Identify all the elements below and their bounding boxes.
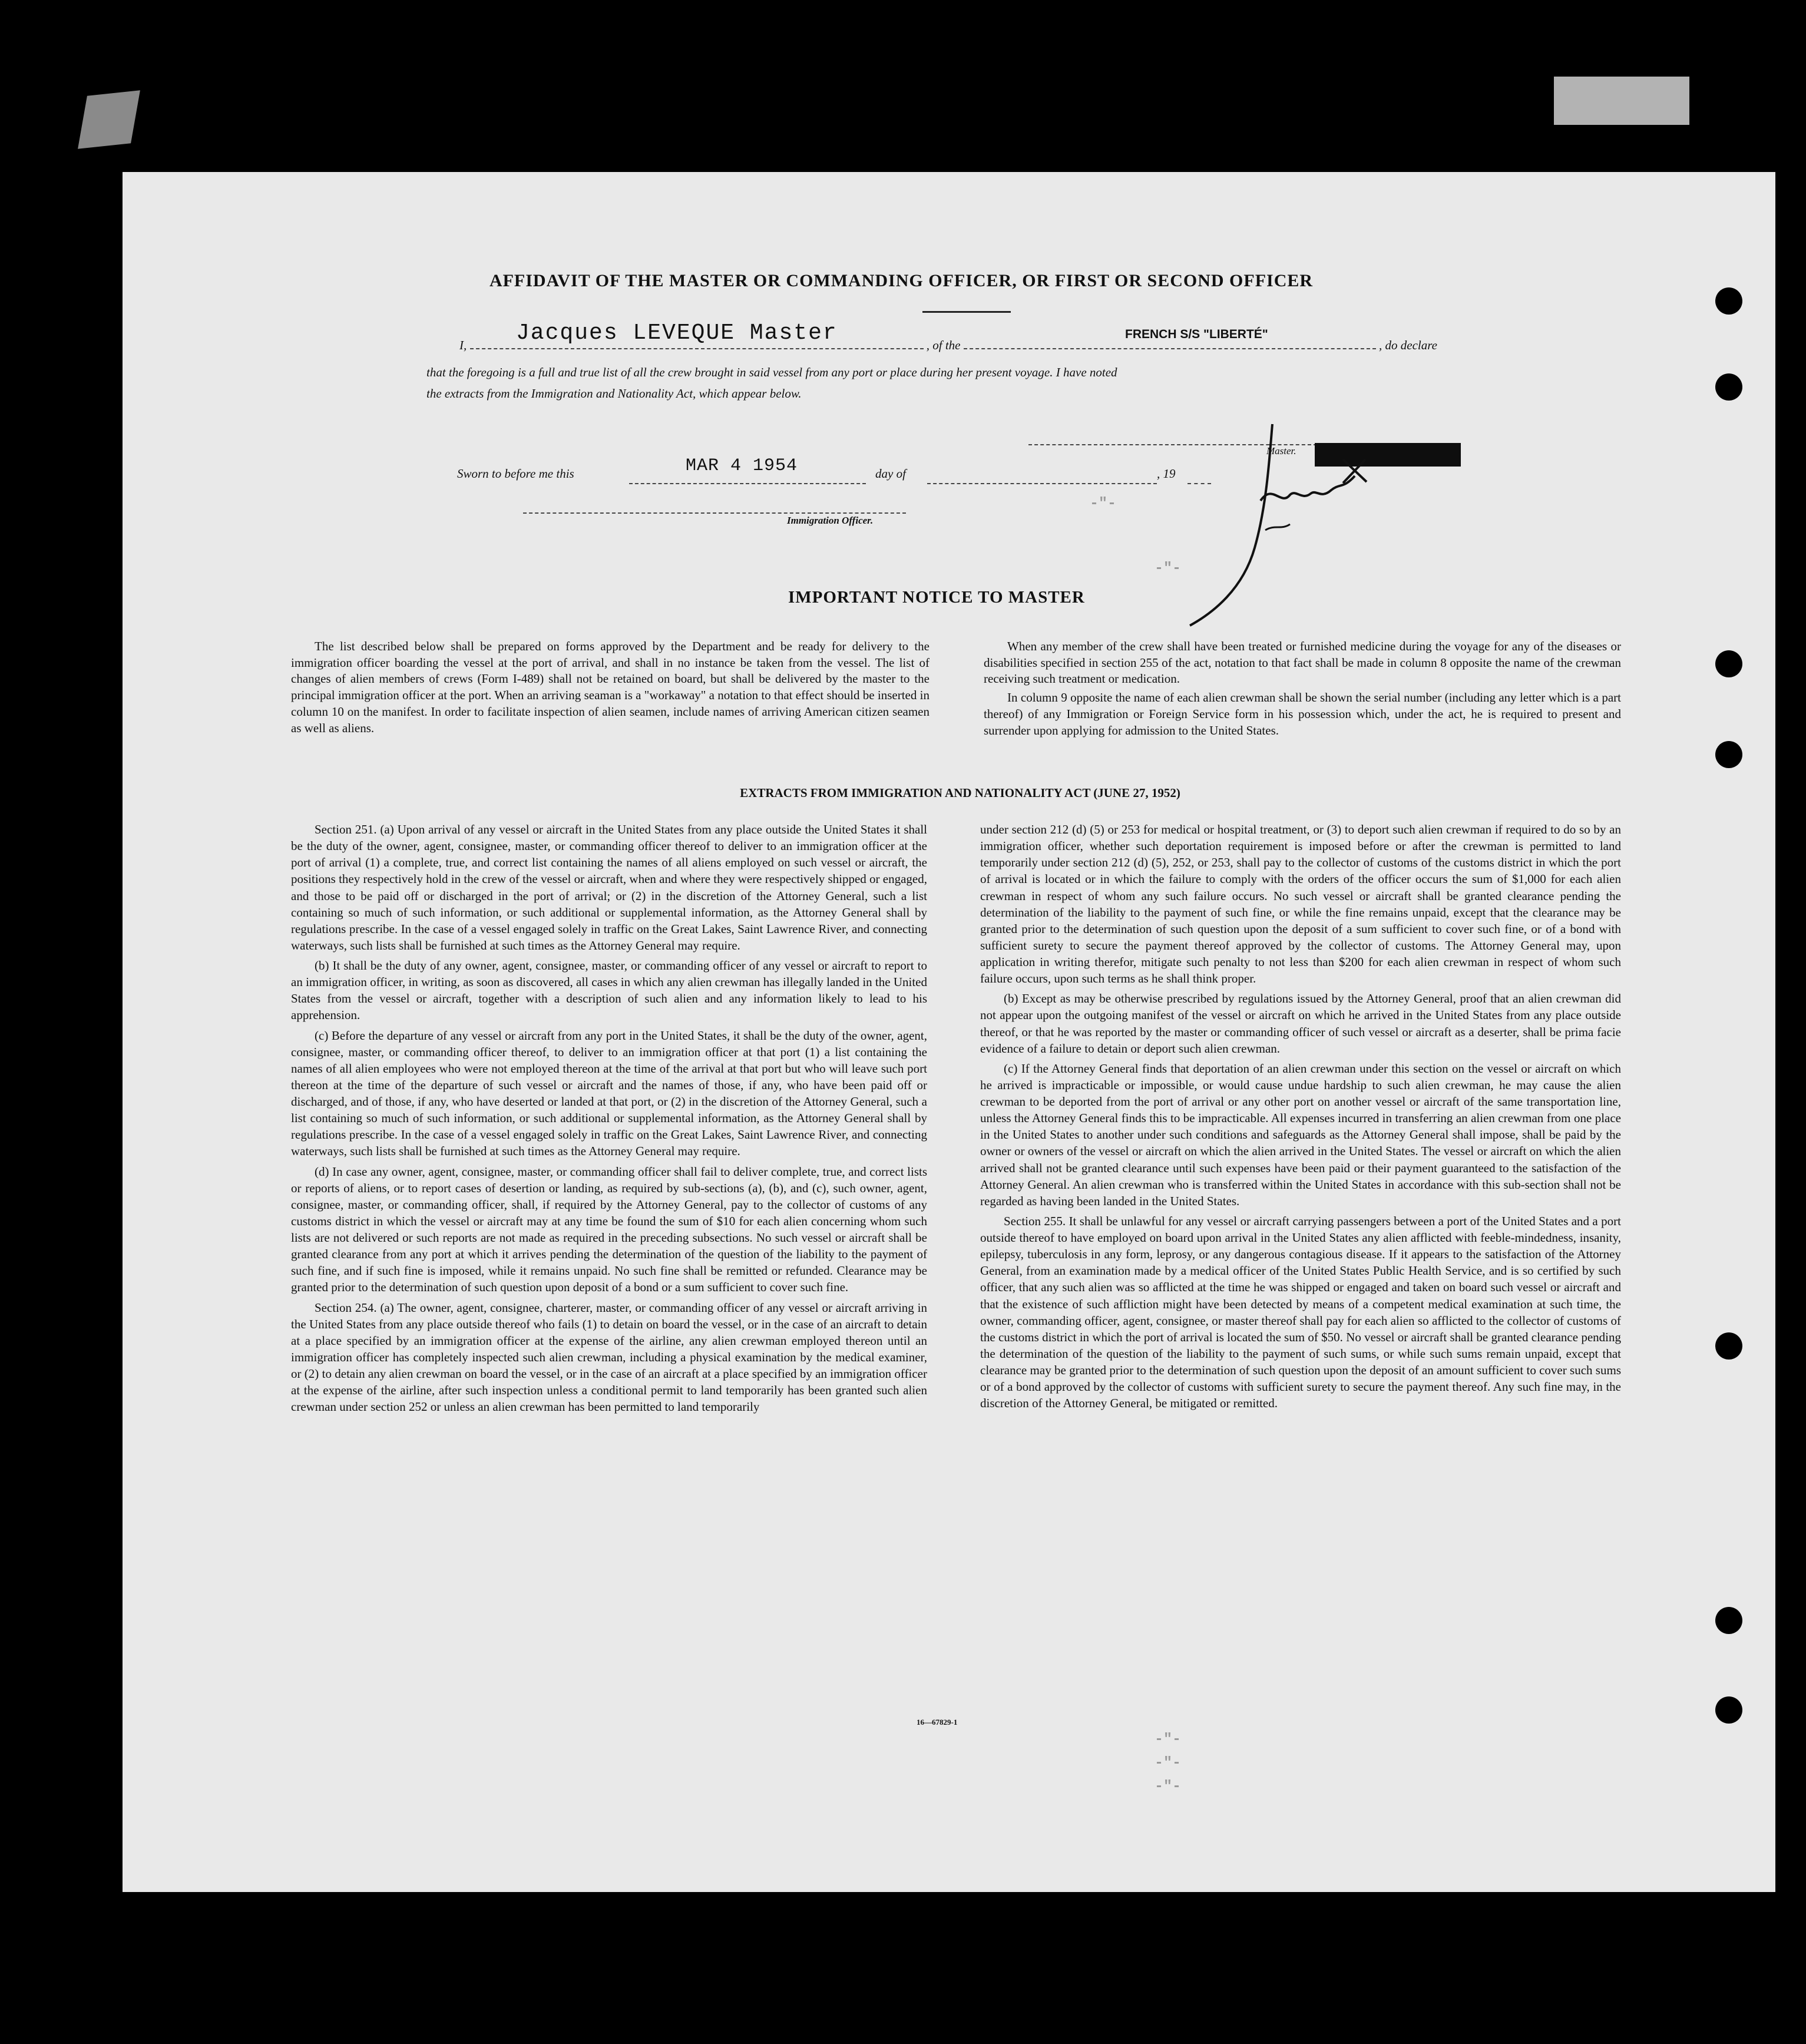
declaration-line-3: the extracts from the Immigration and Nationality Act, which appear below. — [426, 386, 802, 401]
year-prefix: , 19 — [1157, 467, 1176, 481]
sworn-date-stamp: MAR 4 1954 — [686, 456, 798, 476]
notice-right-column — [984, 639, 1621, 741]
torn-paper-scrap — [78, 90, 140, 148]
punch-hole — [1715, 1332, 1742, 1360]
act-section-paragraph: (b) It shall be the duty of any owner, agent, consignee, master, or commanding officer of any vessel or aircraft to report to an immigration officer, in writing, as soon as discovered, all cases in which any alien crewman has illegally landed in the United States from the vessel or aircraft, together with a description of such alien and any information likely to lead to his apprehension. — [291, 958, 927, 1023]
act-section-paragraph: Section 254. (a) The owner, agent, consignee, charterer, master, or commanding officer of any vessel or aircraft arriving in the United States from any place outside thereof who fails (1) to detain on board the vessel, or in the case of an aircraft to detain at a place specified by an immigration officer at the expense of the airline, any alien crewman employed thereon until an immigration officer has completely inspected such alien crewman, including a physical examination by the medical examiner, or (2) to detain any alien crewman on board the vessel, or in the case of an aircraft at a place specified by an immigration officer at the expense of the airline, after such inspection unless a conditional permit to land temporarily has been granted such alien crewman under section 252 or unless an alien crewman has been permitted to land temporarily — [291, 1300, 927, 1414]
sworn-date-underline — [629, 482, 866, 484]
master-label: Master. — [1266, 445, 1296, 457]
notice-title: IMPORTANT NOTICE TO MASTER — [788, 588, 1085, 607]
act-section-paragraph: Section 255. It shall be unlawful for any vessel or aircraft carrying passengers between a port of the United States and a port outside thereof to have employed on board upon arrival in the United States any alien afflicted with feeble-mindedness, insanity, epilepsy, tuberculosis in any form, leprosy, or any dangerous contagious disease. If it appears to the satisfaction of the Attorney General, from an examination made by a medical officer of the United States Public Health Service, and is so certified by such officer, that any such alien was so afflicted at the time he was shipped or engaged and taken on board such vessel or aircraft and that the existence of such affliction might have been detected by means of a competent medical examination at such time, the owner, commanding officer, agent, consignee, or master thereof shall pay for each alien so afflicted to the collector of customs of the customs district in which the port of arrival is located the sum of $50. No vessel or aircraft shall be granted clearance pending the determination of the question of the liability to the payment of such sums, or while such sums remain unpaid, except that clearance may be granted prior to the determination of such question upon the deposit of an amount sufficient to cover such sums or of a bond approved by the collector of customs with sufficient surety to secure the payment thereof. Any such fine may, in the discretion of the Attorney General, be mitigated or remitted. — [980, 1213, 1621, 1411]
handwritten-signature — [1166, 412, 1390, 636]
declaration-line-2: that the foregoing is a full and true list of all the crew brought in said vessel from any port or place during her present voyage. I have noted — [426, 365, 1117, 379]
punch-hole — [1715, 287, 1742, 315]
of-the-label: , of the — [926, 338, 961, 352]
paper-tab-scrap — [1554, 77, 1689, 125]
bleed-through-text: -"- — [1155, 1754, 1182, 1771]
bleed-through-text: -"- — [1155, 1731, 1182, 1748]
name-underline — [470, 346, 924, 349]
officer-signature-line — [523, 511, 906, 514]
bleed-through-text: -"- — [1155, 1778, 1182, 1795]
punch-hole — [1715, 650, 1742, 677]
act-section-paragraph: (c) Before the departure of any vessel or aircraft from any port in the United States, it shall be the duty of the owner, agent, consignee, master, or commanding officer thereof, to deliver to an immigration officer at that port (1) a list containing the names of all alien employees who were not employed thereon at the time of the arrival at that port but who will leave such port thereon at the time of the departure of such vessel or aircraft and the names of those, if any, who have been paid off or discharged, and of those, if any, who have deserted or landed at that port, or (2) in the discretion of the Attorney General, such a list containing so much of such information, or such additional or supplemental information, as the Attorney General shall by regulations prescribe. In the case of a vessel engaged solely in traffic on the Great Lakes, Saint Lawrence River, and connecting waterways, such lists shall be furnished at such times as the Attorney General may require. — [291, 1028, 927, 1159]
punch-hole — [1715, 373, 1742, 401]
punch-hole — [1715, 1607, 1742, 1634]
extracts-right-column — [980, 821, 1621, 1415]
title-rule — [922, 311, 1011, 313]
punch-hole — [1715, 741, 1742, 768]
bleed-through-text: -"- — [1155, 560, 1182, 577]
immigration-officer-label: Immigration Officer. — [787, 515, 874, 526]
punch-hole — [1715, 1696, 1742, 1724]
extracts-left-column — [291, 821, 927, 1418]
do-declare-label: , do declare — [1379, 338, 1437, 352]
notice-paragraph: When any member of the crew shall have been treated or furnished medicine during the voyage for any of the diseases or disabilities specified in section 255 of the act, notation to that fact shall be made in column 8 opposite the name of the crewman receiving such treatment or medication. — [984, 639, 1621, 686]
act-section-paragraph: (d) In case any owner, agent, consignee, master, or commanding officer shall fail to deliver complete, true, and correct lists or reports of aliens, or to report cases of desertion or landing, as required by sub-sections (a), (b), and (c), such owner, agent, consignee, master, or commanding officer, shall, if required by the Attorney General, pay to the collector of customs of any customs district in which the vessel or aircraft may at any time be found the sum of $10 for each alien concerning whom such lists are not delivered or such reports are not made as required in the preceding subsections. No such vessel or aircraft shall be granted clearance from any port at which it arrives pending the determination of the question of the liability to the payment of such fine, and if such fine is imposed, while it remains unpaid. No such fine shall be remitted or refunded. Clearance may be granted prior to the determination of such question upon deposit of a bond or a sum sufficient to cover such fine. — [291, 1164, 927, 1295]
form-code: 16—67829-1 — [917, 1718, 958, 1727]
act-section-paragraph: (b) Except as may be otherwise prescribed by regulations issued by the Attorney General, proof that an alien crewman did not appear upon the outgoing manifest of the vessel or aircraft on which he arrived in the United States from any place outside thereof, or that he was reported by the master or commanding officer of such vessel or aircraft as a deserter, shall be prima facie evidence of a failure to detain or deport such alien crewman. — [980, 991, 1621, 1056]
month-underline — [927, 482, 1157, 484]
vessel-underline — [964, 346, 1376, 349]
affidavit-title: AFFIDAVIT OF THE MASTER OR COMMANDING OFFICER, OR FIRST OR SECOND OFFICER — [489, 271, 1314, 290]
vessel-name-typed: FRENCH S/S "LIBERTÉ" — [1125, 328, 1268, 341]
notice-paragraph: In column 9 opposite the name of each alien crewman shall be shown the serial number (including any letter which is a part thereof) of any Immigration or Foreign Service form in his possession which, under the act, he is required to present and surrender upon applying for admission to the United States. — [984, 690, 1621, 737]
act-section-paragraph: under section 212 (d) (5) or 253 for medical or hospital treatment, or (3) to deport such alien crewman if required to do so by an immigration officer, whether such deportation requirement is imposed before or after the crewman is permitted to land temporarily under section 212 (d) (5), 252, or 253, shall pay to the collector of customs of the customs district in which the port of arrival is located or in which the failure to comply with the orders of the officer occurs the sum of $1,000 for each alien crewman in respect of whom any such failure occurs. No such vessel or aircraft shall be granted clearance pending the determination of the liability to the payment of such fine, or while the fine remains unpaid, except that the clearance may be granted prior to the determination of such question upon the deposit of a sum sufficient to cover such fine, or of a bond with sufficient surety to secure the payment thereof approved by the collector of customs. The Attorney General may, upon application in writing therefor, mitigate such penalty to not less than $200 for each alien crewman in respect of whom such failure occurs, upon such terms as he shall think proper. — [980, 822, 1621, 986]
act-section-paragraph: Section 251. (a) Upon arrival of any vessel or aircraft in the United States from any place outside the United States it shall be the duty of the owner, agent, consignee, master, or commanding officer thereof to deliver to an immigration officer at the port of arrival (1) a complete, true, and correct list containing the names of all aliens employed on such vessel or aircraft, the positions they respectively hold in the crew of the vessel or aircraft, when and where they were respectively shipped or engaged, and those to be paid off or discharged in the port of arrival; or (2) in the discretion of the Attorney General, such a list containing so much of such information, or such additional or supplemental information, as the Attorney General shall by regulations prescribe. In the case of a vessel engaged solely in traffic on the Great Lakes, Saint Lawrence River, and connecting waterways, such lists shall be furnished at such times as the Attorney General may require. — [291, 822, 927, 952]
extracts-title: EXTRACTS FROM IMMIGRATION AND NATIONALITY ACT (JUNE 27, 1952) — [740, 786, 1180, 800]
master-name-typed: Jacques LEVEQUE Master — [516, 320, 838, 346]
act-section-paragraph: (c) If the Attorney General finds that deportation of an alien crewman under this section on the vessel or aircraft on which he arrived is impracticable or impossible, or would cause undue hardship to such alien crewman, he may cause the alien crewman to be deported from the port of arrival or any other port on another vessel or aircraft of the same transportation line, unless the Attorney General finds this to be impracticable. All expenses incurred in transferring an alien crewman from one place in the United States to another under such conditions and safeguards as the Attorney General shall impose, shall be paid by the owner or owners of the vessel or aircraft on which the alien arrived in the United States. The vessel or aircraft on which the alien arrived shall not be granted clearance until such expenses have been paid or their payment guaranteed to the satisfaction of the Attorney General. An alien crewman who is transferred within the United States in accordance with this sub-section shall not be regarded as having been landed in the United States. — [980, 1061, 1621, 1208]
day-of-label: day of — [875, 467, 906, 481]
bleed-through-text: -"- — [1090, 495, 1117, 512]
notice-paragraph: The list described below shall be prepared on forms approved by the Department and be ready for delivery to the immigration officer boarding the vessel at the port of arrival, and shall in no instance be taken from the vessel. The list of changes of alien members of crews (Form I-489) shall not be retained on board, but shall be delivered by the master to the principal immigration officer at the port. When an arriving seaman is a "workaway" a notation to that effect should be inserted in column 10 on the manifest. In order to facilitate inspection of alien seamen, include names of arriving American citizen seamen as well as aliens. — [291, 639, 930, 735]
sworn-label: Sworn to before me this — [457, 467, 574, 481]
i-label: I, — [459, 338, 467, 352]
notice-left-column — [291, 639, 930, 739]
